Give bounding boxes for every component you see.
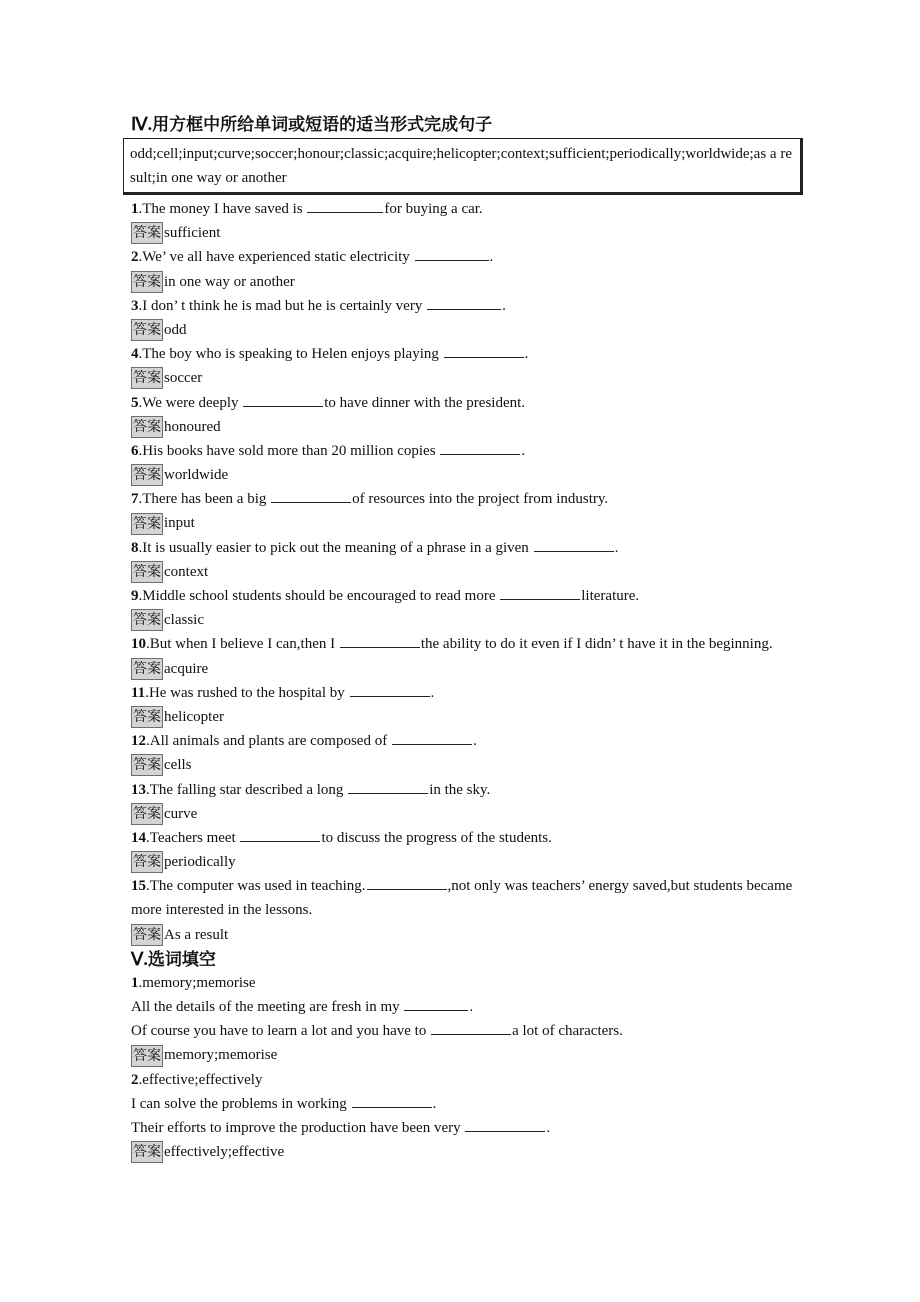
answer-blank [440,441,520,455]
answer-text: periodically [164,854,236,871]
worksheet-page [131,112,811,1164]
question-text-after: . [430,684,435,701]
group-sentence [131,1116,811,1140]
answer-blank [427,296,501,310]
question-text-before: .I don’ t think he is mad but he is certainly very [138,297,427,314]
answer-blank [350,683,430,697]
answer-row-15 [131,923,811,947]
section-4-title: 用方框中所给单词或短语的适当形式完成句子 [152,115,493,135]
answer-row-14 [131,850,811,874]
question-number: 10 [131,636,146,653]
question-text-before: .There has been a big [138,491,271,508]
group-words: .memory;memorise [138,974,256,991]
question-number: 12 [131,733,146,750]
answer-badge: 答案 [131,513,163,535]
question-11 [131,681,811,705]
answer-text: effectively;effective [164,1144,285,1161]
question-text-before: .It is usually easier to pick out the meaning of a phrase in a given [138,539,533,556]
question-text-before: .We’ ve all have experienced static electricity [138,249,414,266]
question-number: 11 [131,684,146,701]
answer-row-13 [131,802,811,826]
answer-text: honoured [164,418,221,435]
answer-badge: 答案 [131,464,163,486]
question-2 [131,245,811,269]
section-4-numeral: Ⅳ. [131,114,153,134]
answer-row-6 [131,463,811,487]
answer-blank [534,538,614,552]
answer-blank [444,344,524,358]
question-text-before: .The money I have saved is [138,201,307,217]
answer-row-1 [131,221,811,245]
question-number: 14 [131,829,146,846]
answer-badge: 答案 [131,851,163,873]
question-text-after: the ability to do it even if I didn’ t have it in the beginning. [420,636,773,653]
question-text-after: . [489,249,494,266]
answer-text: helicopter [164,708,224,725]
answer-blank [340,634,420,648]
answer-badge: 答案 [131,271,163,293]
word-group-1 [131,971,811,995]
question-5 [131,391,811,415]
group-number: 1 [131,974,139,991]
question-text-before: .He was rushed to the hospital by [145,684,349,701]
sentence-text-after: a lot of characters. [512,1023,623,1040]
answer-badge: 答案 [131,1045,163,1067]
answer-row-2 [131,270,811,294]
answer-blank [307,199,383,213]
question-text-before: .But when I believe I can,then I [146,636,339,653]
answer-text: sufficient [164,225,221,242]
question-number: 3 [131,297,139,314]
word-bank-box: odd;cell;input;curve;soccer;honour;classic;acquire;helicopter;context;sufficient;periodically;worldwide;as a result;in one way or another [123,138,803,195]
answer-badge: 答案 [131,754,163,776]
answer-badge: 答案 [131,319,163,341]
question-text-after: ,not only was teachers’ energy saved,but students became more interested in the lessons. [131,878,793,919]
question-text-before: .His books have sold more than 20 million copies [138,442,440,459]
question-text-after: in the sky. [429,781,491,798]
answer-row-12 [131,753,811,777]
answer-row-5 [131,415,811,439]
answer-row-9 [131,608,811,632]
question-list [131,197,811,947]
group-answer-row-2 [131,1140,811,1164]
question-7 [131,487,811,511]
section-5-title: 选词填空 [147,949,216,970]
answer-text: in one way or another [164,273,295,290]
answer-badge: 答案 [131,924,163,946]
question-10 [131,632,811,656]
question-number: 13 [131,781,146,798]
question-14 [131,826,811,850]
answer-badge: 答案 [131,1141,163,1163]
question-6 [131,439,811,463]
question-text-after: to have dinner with the president. [324,394,526,411]
answer-blank [404,997,468,1011]
group-sentence [131,995,811,1019]
answer-text: classic [164,612,204,629]
answer-blank [240,828,320,842]
answer-text: memory;memorise [164,1047,278,1064]
answer-text: soccer [164,370,203,387]
group-sentence [131,1092,811,1116]
question-text-before: .The computer was used in teaching. [146,878,366,895]
question-text-after: for buying a car. [384,201,483,217]
question-text-before: .The boy who is speaking to Helen enjoys playing [138,346,443,363]
answer-text: As a result [164,926,229,943]
question-number: 8 [131,539,139,556]
question-text-after: . [472,733,477,750]
question-number: 4 [131,346,139,363]
answer-blank [271,489,351,503]
answer-text: curve [164,805,198,822]
question-text-before: .We were deeply [138,394,243,411]
answer-row-4 [131,366,811,390]
sentence-text-before: Of course you have to learn a lot and you have to [131,1023,431,1040]
answer-text: cells [164,757,192,774]
question-8 [131,536,811,560]
answer-text: context [164,563,209,580]
answer-blank [465,1118,545,1132]
question-text-after: . [521,442,526,459]
question-text-after: . [502,297,506,314]
answer-blank [392,731,472,745]
sentence-text-before: All the details of the meeting are fresh in my [131,999,404,1016]
sentence-text-after: . [546,1119,551,1136]
question-number: 7 [131,491,139,508]
question-9 [131,584,811,608]
question-text-after: to discuss the progress of the students. [321,829,552,846]
answer-badge: 答案 [131,706,163,728]
answer-badge: 答案 [131,416,163,438]
answer-row-11 [131,705,811,729]
group-answer-row-1 [131,1043,811,1067]
question-1 [131,197,811,221]
answer-row-10 [131,657,811,681]
question-number: 6 [131,442,139,459]
sentence-text-after: . [469,999,474,1016]
word-group-2 [131,1068,811,1092]
question-12 [131,729,811,753]
group-words: .effective;effectively [138,1071,263,1088]
question-15 [131,874,811,922]
question-text-after: of resources into the project from industry. [352,491,609,508]
answer-badge: 答案 [131,561,163,583]
sentence-text-before: I can solve the problems in working [131,1095,351,1112]
section-4-heading [131,112,811,136]
answer-text: worldwide [164,467,229,484]
answer-text: odd [164,321,187,338]
answer-row-7 [131,511,811,535]
answer-badge: 答案 [131,367,163,389]
question-number: 5 [131,394,139,411]
question-4 [131,342,811,366]
answer-row-8 [131,560,811,584]
question-text-after: literature. [581,588,640,604]
question-text-after: . [614,539,619,556]
answer-blank [431,1021,511,1035]
sentence-text-after: . [432,1095,437,1112]
question-number: 2 [131,249,139,266]
answer-blank [500,586,580,600]
sentence-text-before: Their efforts to improve the production have been very [131,1119,465,1136]
question-text-before: .All animals and plants are composed of [146,733,391,750]
answer-blank [348,780,428,794]
answer-blank [243,393,323,407]
group-sentence [131,1019,811,1043]
answer-blank [415,247,489,261]
question-text-before: .Teachers meet [146,829,240,846]
answer-blank [367,876,447,890]
question-13 [131,778,811,802]
question-number: 9 [131,588,139,604]
section-5-heading [131,947,811,971]
answer-badge: 答案 [131,609,163,631]
answer-text: acquire [164,660,209,677]
question-3 [131,294,811,318]
answer-badge: 答案 [131,222,163,244]
group-number: 2 [131,1071,139,1088]
answer-text: input [164,515,195,532]
answer-row-3 [131,318,811,342]
section-5-numeral: Ⅴ. [131,948,148,969]
question-number: 15 [131,878,146,895]
question-text-after: . [524,346,529,363]
question-text-before: .Middle school students should be encouraged to read more [138,588,500,604]
answer-badge: 答案 [131,658,163,680]
answer-badge: 答案 [131,803,163,825]
question-text-before: .The falling star described a long [146,781,348,798]
word-group-list [131,971,811,1165]
question-number: 1 [131,201,139,217]
answer-blank [352,1094,432,1108]
